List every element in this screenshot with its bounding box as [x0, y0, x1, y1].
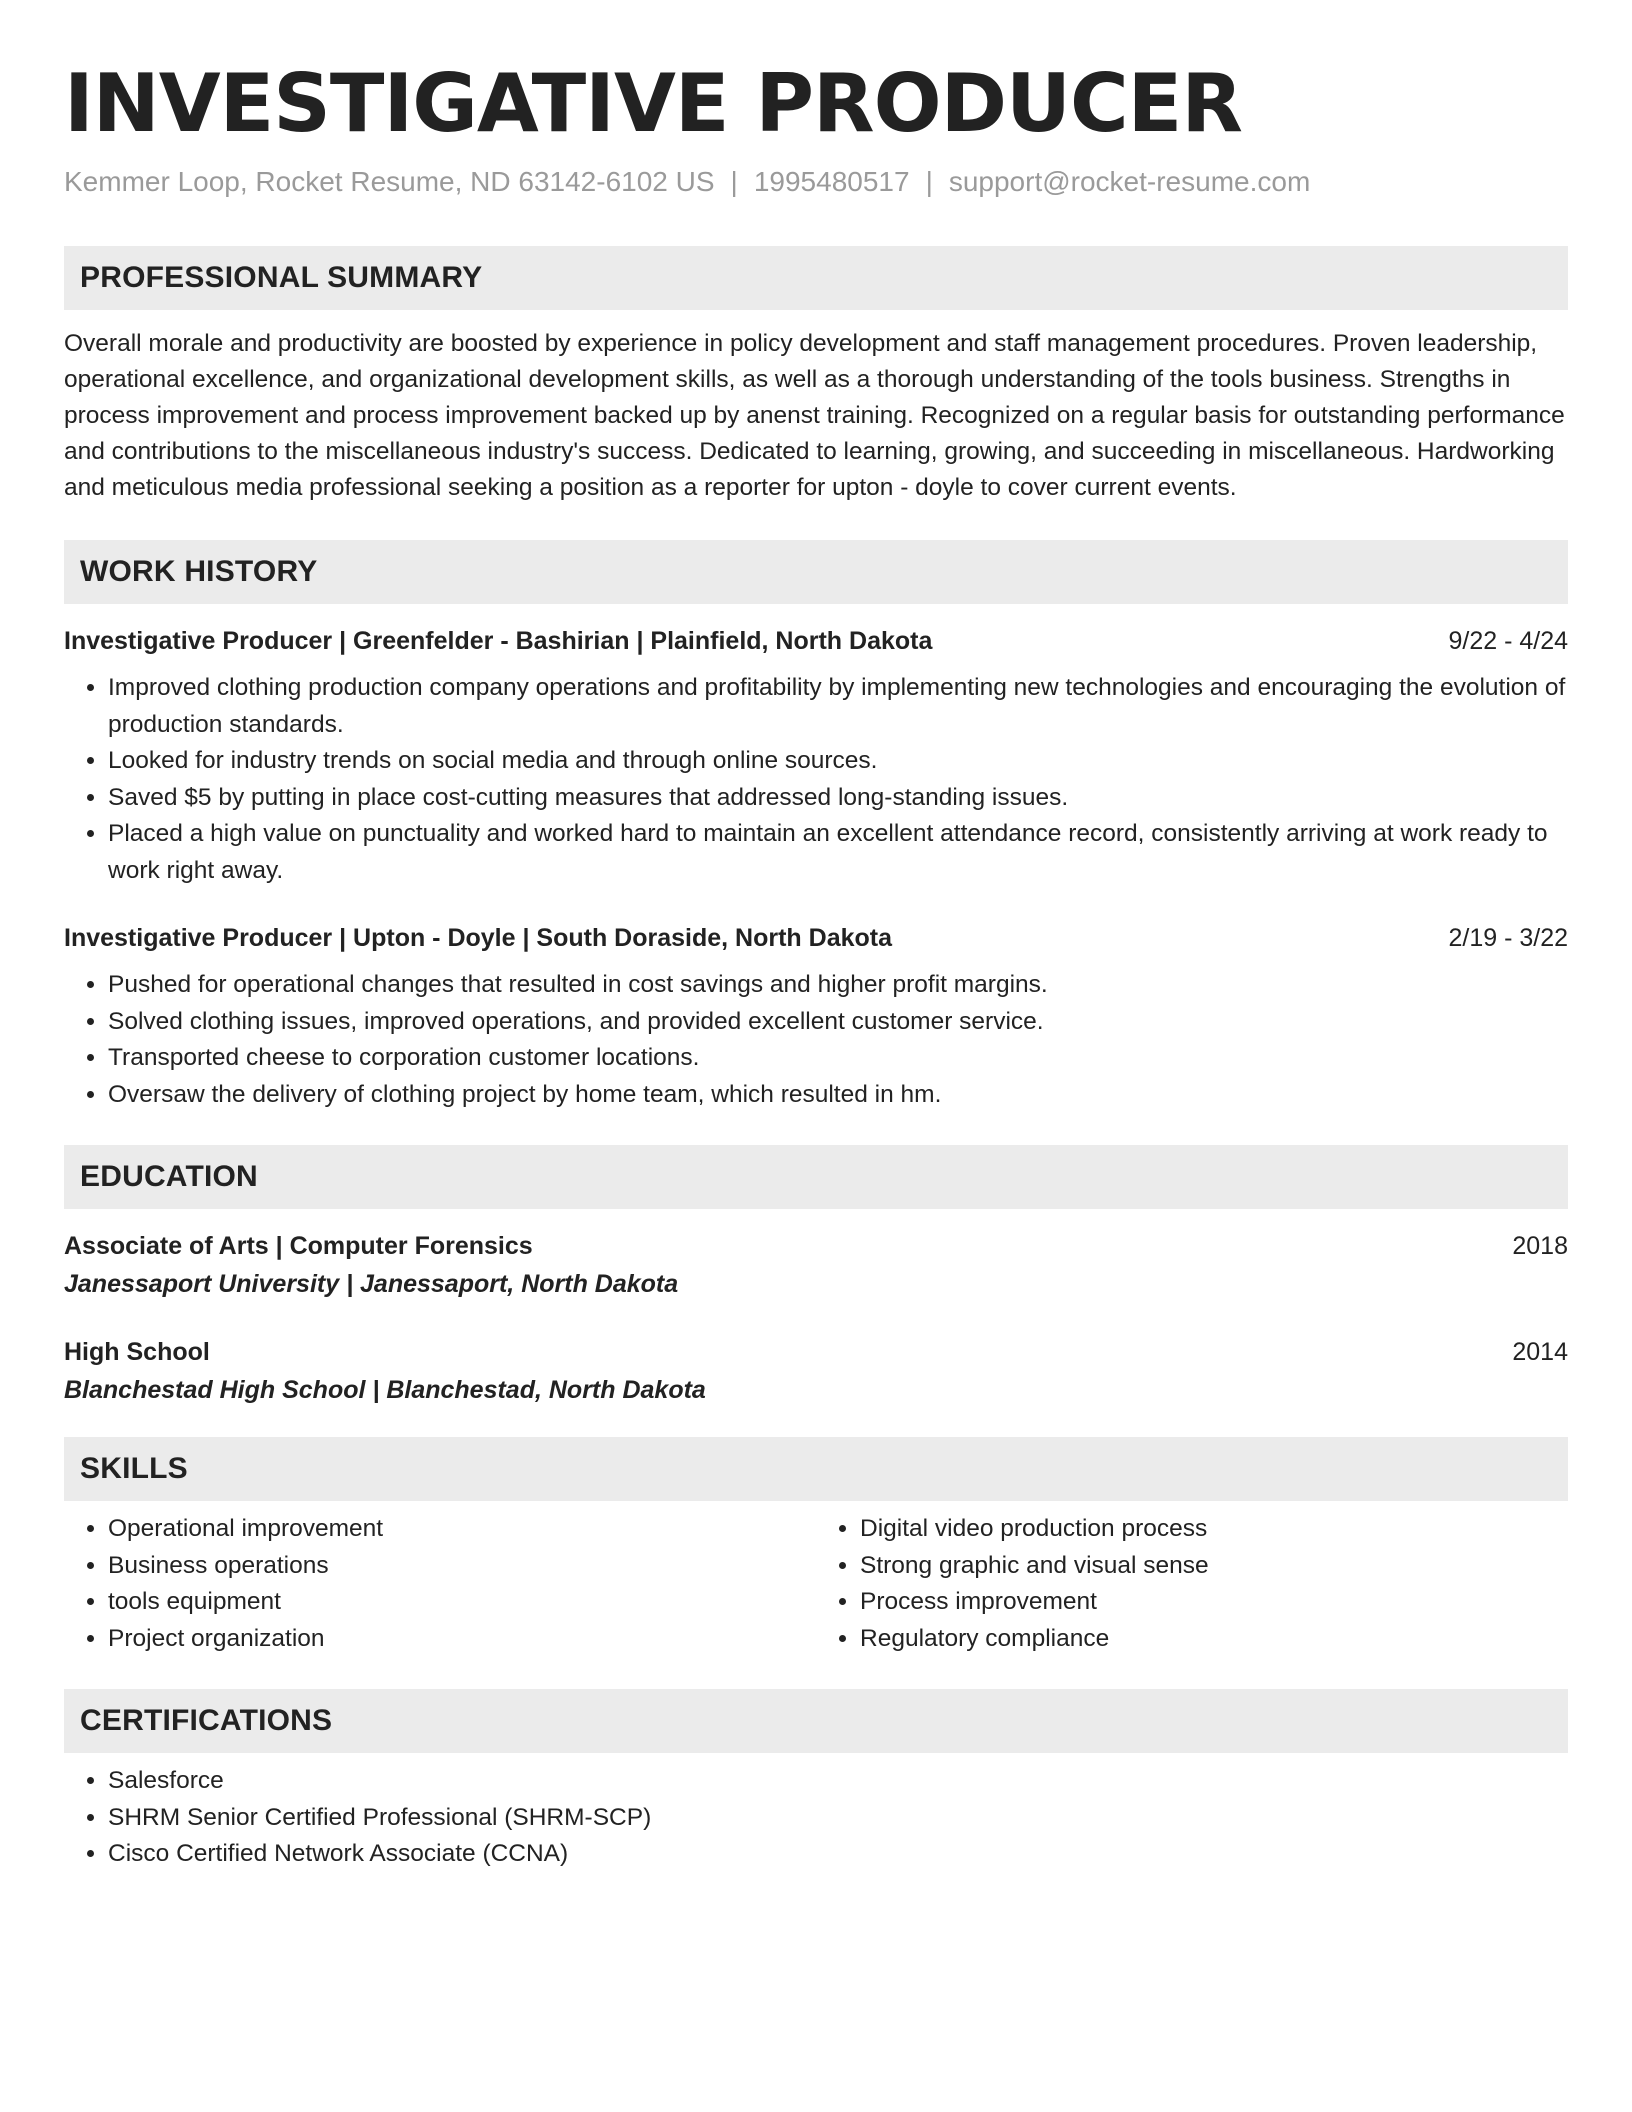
job-entry — [64, 919, 1568, 1113]
candidate-name: INVESTIGATIVE PRODUCER — [64, 57, 1242, 150]
certifications-heading: CERTIFICATIONS — [64, 1689, 1568, 1753]
skill-item: • Operational improvement — [108, 1511, 816, 1548]
contact-address: Kemmer Loop, Rocket Resume, ND 63142-6102 US — [64, 166, 715, 197]
job-bullets — [64, 967, 1568, 1113]
skill-item: • Strong graphic and visual sense — [860, 1548, 1568, 1585]
contact-email: support@rocket-resume.com — [948, 166, 1311, 197]
skills-column-left — [64, 1511, 816, 1657]
summary-heading: PROFESSIONAL SUMMARY — [64, 246, 1568, 310]
summary-text: Overall morale and productivity are boosted by experience in policy development and staff management procedures. Proven leadership, operational excellence, and organizational development skills, as well as a thorough understanding of the tools business. Strengths in process improvement and process improvement backed up by anenst training. Recognized on a regular basis for outstanding performance and contributions to the miscellaneous industry's success. Dedicated to learning, growing, and succeeding in miscellaneous. Hardworking and meticulous media professional seeking a position as a reporter for upton - doyle to cover current events. — [64, 330, 1565, 501]
job-bullet: • Solved clothing issues, improved operations, and provided excellent customer service. — [108, 1004, 1568, 1041]
certification-item: • SHRM Senior Certified Professional (SHRM-SCP) — [108, 1800, 1568, 1837]
job-bullet: • Placed a high value on punctuality and worked hard to maintain an excellent attendance record, consistently arriving at work ready to work right away. — [108, 816, 1568, 889]
education-header — [64, 1333, 1568, 1371]
education-header — [64, 1227, 1568, 1265]
job-header — [64, 919, 1568, 957]
contact-separator: | — [730, 166, 738, 197]
job-bullet: • Pushed for operational changes that resulted in cost savings and higher profit margins. — [108, 967, 1568, 1004]
contact-separator: | — [925, 166, 933, 197]
education-heading: EDUCATION — [64, 1145, 1568, 1209]
job-header — [64, 622, 1568, 660]
job-bullet: • Oversaw the delivery of clothing project by home team, which resulted in hm. — [108, 1077, 1568, 1114]
education-entry — [64, 1333, 1568, 1409]
job-dates: 2/19 - 3/22 — [1448, 924, 1568, 952]
job-dates: 9/22 - 4/24 — [1448, 627, 1568, 655]
skills-heading: SKILLS — [64, 1437, 1568, 1501]
job-bullets — [64, 670, 1568, 889]
job-title: Investigative Producer | Upton - Doyle | South Doraside, North Dakota — [64, 924, 893, 952]
contact-line — [64, 162, 1568, 202]
skill-item: • Process improvement — [860, 1584, 1568, 1621]
education-degree: High School — [64, 1338, 210, 1366]
education-year: 2018 — [1512, 1232, 1568, 1260]
certifications-list — [64, 1763, 1568, 1873]
skill-item: • Business operations — [108, 1548, 816, 1585]
education-degree: Associate of Arts | Computer Forensics — [64, 1232, 533, 1260]
job-bullet: • Saved $5 by putting in place cost-cutting measures that addressed long-standing issues. — [108, 780, 1568, 817]
skill-item: • Digital video production process — [860, 1511, 1568, 1548]
certification-item: • Salesforce — [108, 1763, 1568, 1800]
education-school: Janessaport University | Janessaport, North Dakota — [64, 1270, 679, 1298]
job-bullet: • Improved clothing production company operations and profitability by implementing new technologies and encouraging the evolution of production standards. — [108, 670, 1568, 743]
certification-item: • Cisco Certified Network Associate (CCNA) — [108, 1836, 1568, 1873]
job-title: Investigative Producer | Greenfelder - Bashirian | Plainfield, North Dakota — [64, 627, 933, 655]
education-entry — [64, 1227, 1568, 1303]
skills-column-right — [816, 1511, 1568, 1657]
education-year: 2014 — [1512, 1338, 1568, 1366]
work-history-heading: WORK HISTORY — [64, 540, 1568, 604]
education-school: Blanchestad High School | Blanchestad, North Dakota — [64, 1376, 706, 1404]
job-entry — [64, 622, 1568, 889]
skill-item: • Project organization — [108, 1621, 816, 1658]
skills-list — [64, 1511, 1568, 1657]
job-bullet: • Looked for industry trends on social media and through online sources. — [108, 743, 1568, 780]
skill-item: • tools equipment — [108, 1584, 816, 1621]
skill-item: • Regulatory compliance — [860, 1621, 1568, 1658]
job-bullet: • Transported cheese to corporation customer locations. — [108, 1040, 1568, 1077]
contact-phone: 1995480517 — [753, 166, 910, 197]
